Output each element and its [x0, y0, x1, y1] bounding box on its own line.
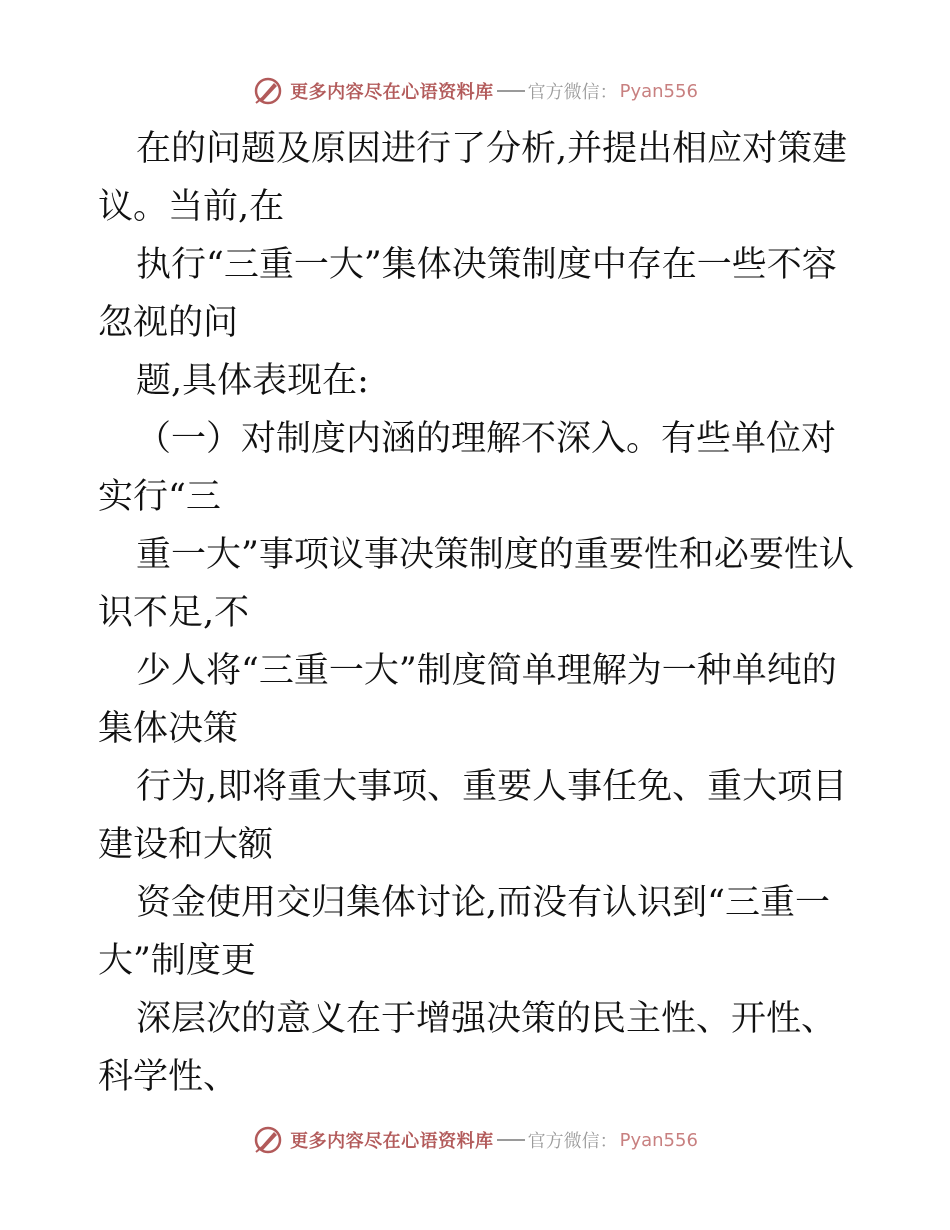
- footer-banner: [0, 1120, 950, 1160]
- paragraph-7: 行为,即将重大事项、重要人事任免、重大项目建设和大额: [98, 767, 848, 865]
- banner-wechat-id: Pyan556: [619, 1129, 698, 1151]
- paragraph-9: 深层次的意义在于增强决策的民主性、开性、科学性、: [98, 999, 837, 1097]
- banner-separator: [497, 90, 525, 92]
- paragraph-4: （一）对制度内涵的理解不深入。有些单位对实行“三: [98, 419, 837, 517]
- banner-wechat-id: Pyan556: [619, 80, 698, 102]
- document-body: [98, 120, 858, 1106]
- header-banner: [0, 71, 950, 111]
- paragraph-1: 在的问题及原因进行了分析,并提出相应对策建议。当前,在: [98, 129, 848, 227]
- paragraph-6: 少人将“三重一大”制度简单理解为一种单纯的集体决策: [98, 651, 837, 749]
- paragraph-8: 资金使用交归集体讨论,而没有认识到“三重一大”制度更: [98, 883, 831, 981]
- banner-separator: [497, 1139, 525, 1141]
- banner-official-label: 官方微信：: [527, 82, 618, 103]
- banner-title: 更多内容尽在心语资料库: [290, 1131, 494, 1152]
- paragraph-5: 重一大”事项议事决策制度的重要性和必要性认识不足,不: [98, 535, 854, 633]
- quill-logo-icon: [252, 75, 284, 107]
- banner-title: 更多内容尽在心语资料库: [290, 82, 494, 103]
- quill-logo-icon: [252, 1124, 284, 1156]
- banner-official-label: 官方微信：: [527, 1131, 618, 1152]
- paragraph-2: 执行“三重一大”集体决策制度中存在一些不容忽视的问: [98, 245, 837, 343]
- paragraph-3: 题,具体表现在:: [136, 361, 369, 401]
